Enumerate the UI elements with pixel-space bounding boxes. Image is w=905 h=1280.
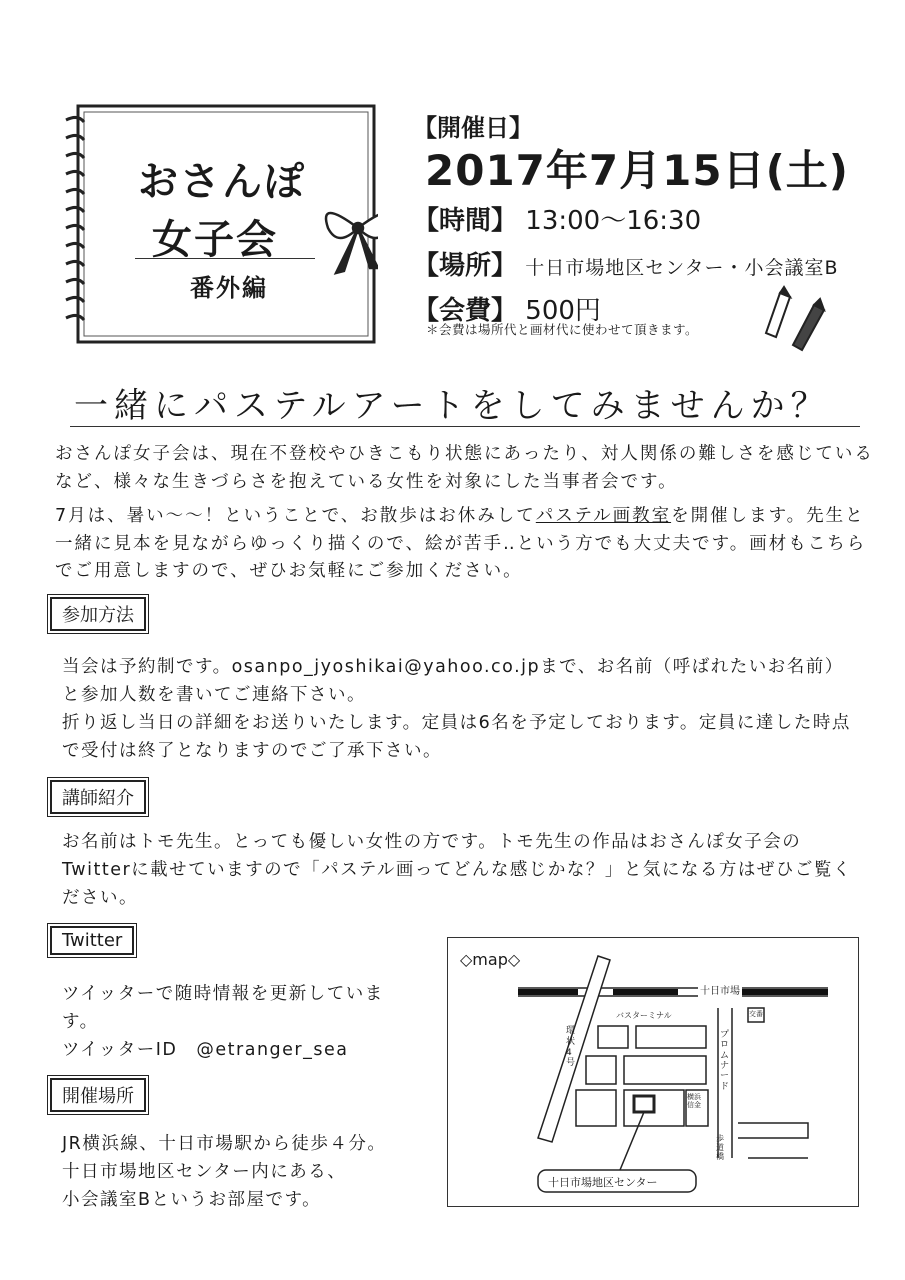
time-row [413, 200, 701, 237]
intro-paragraph-2 [55, 503, 875, 586]
sanka-line1: 当会は予約制です。osanpo_jyoshikai@yahoo.co.jpまで、お名前（呼ばれたいお名前）と参加人数を書いてご連絡下さい。 [62, 657, 844, 705]
place-value: 十日市場地区センター・小会議室B [525, 257, 839, 279]
section-label-twitter: Twitter [50, 926, 134, 955]
venue-line1: JR横浜線、十日市場駅から徒歩４分。 [62, 1134, 387, 1154]
headline: 一緒にパステルアートをしてみませんか？ [74, 386, 831, 426]
headline-underline [70, 426, 860, 427]
section-label-venue: 開催場所 [50, 1078, 146, 1112]
twitter-id: ツイッターID @etranger_sea [62, 1040, 349, 1060]
intro-p2-after: を開催します。先生と一緒に見本を見ながらゆっくり描くので、絵が苦手‥という方でも大丈夫です。画材もこちらでご用意しますので、ぜひお気軽にご参加ください。 [55, 506, 867, 582]
map-footbridge-label: 歩道橋 [716, 1134, 724, 1162]
twitter-line1: ツイッターで随時情報を更新しています。 [62, 984, 384, 1032]
map-title: ◇map◇ [460, 950, 521, 969]
notebook-title-line2: 女子会 [152, 217, 278, 263]
map-drawing [448, 938, 858, 1206]
section-body-koushi: お名前はトモ先生。とっても優しい女性の方です。トモ先生の作品はおさんぽ女子会のTwitterに載せていますので「パステル画ってどんな感じかな？」と気になる方はぜひご覧ください。 [62, 832, 852, 908]
section-label-sanka: 参加方法 [50, 597, 146, 631]
sanka-line2: 折り返し当日の詳細をお送りいたします。定員は6名を予定しております。定員に達した時点で受付は終了となりますのでご了承下さい。 [62, 713, 851, 761]
map-bus-terminal-label: バスターミナル [616, 1011, 672, 1020]
fee-label: 【会費】 [413, 296, 518, 326]
section-body-sanka [62, 653, 862, 765]
time-value: 13:00〜16:30 [525, 206, 702, 236]
place-row [413, 245, 839, 282]
place-label: 【場所】 [413, 251, 518, 281]
time-label: 【時間】 [413, 206, 518, 236]
fee-note: ＊会費は場所代と画材代に使わせて頂きます。 [426, 322, 699, 337]
notebook-subtitle: 番外編 [190, 274, 268, 302]
map-bank-label: 横浜信金 [687, 1093, 701, 1110]
section-body-venue [62, 1130, 442, 1214]
notebook-divider [135, 258, 315, 259]
access-map [447, 937, 859, 1207]
venue-line3: 小会議室Bというお部屋です。 [62, 1190, 322, 1210]
intro-paragraph-1: おさんぽ女子会は、現在不登校やひきこもり状態にあったり、対人関係の難しさを感じているなど、様々な生きづらさを抱えている女性を対象にした当事者会です。 [55, 444, 874, 492]
section-label-koushi: 講師紹介 [50, 780, 146, 814]
intro-p2-underlined: パステル画教室 [535, 506, 672, 526]
date-label: 【開催日】 [413, 114, 533, 142]
crayons-icon [762, 285, 842, 355]
intro-p2-before: 7月は、暑い〜〜！ということで、お散歩はお休みして [55, 506, 536, 526]
map-koban-label: 交番 [749, 1010, 763, 1018]
venue-line2: 十日市場地区センター内にある、 [62, 1162, 347, 1182]
fee-value: 500円 [525, 296, 601, 326]
section-body-twitter [62, 980, 412, 1064]
map-promenade-label: プロムナード [720, 1030, 730, 1092]
notebook-title-line1: おさんぽ [138, 159, 306, 205]
map-center-label: 十日市場地区センター [548, 1176, 658, 1189]
map-kanjo-road-label: 環状4号 [566, 1026, 576, 1069]
map-station-label: 十日市場 [698, 982, 742, 997]
date-value: 2017年7月15日(土) [425, 146, 849, 195]
